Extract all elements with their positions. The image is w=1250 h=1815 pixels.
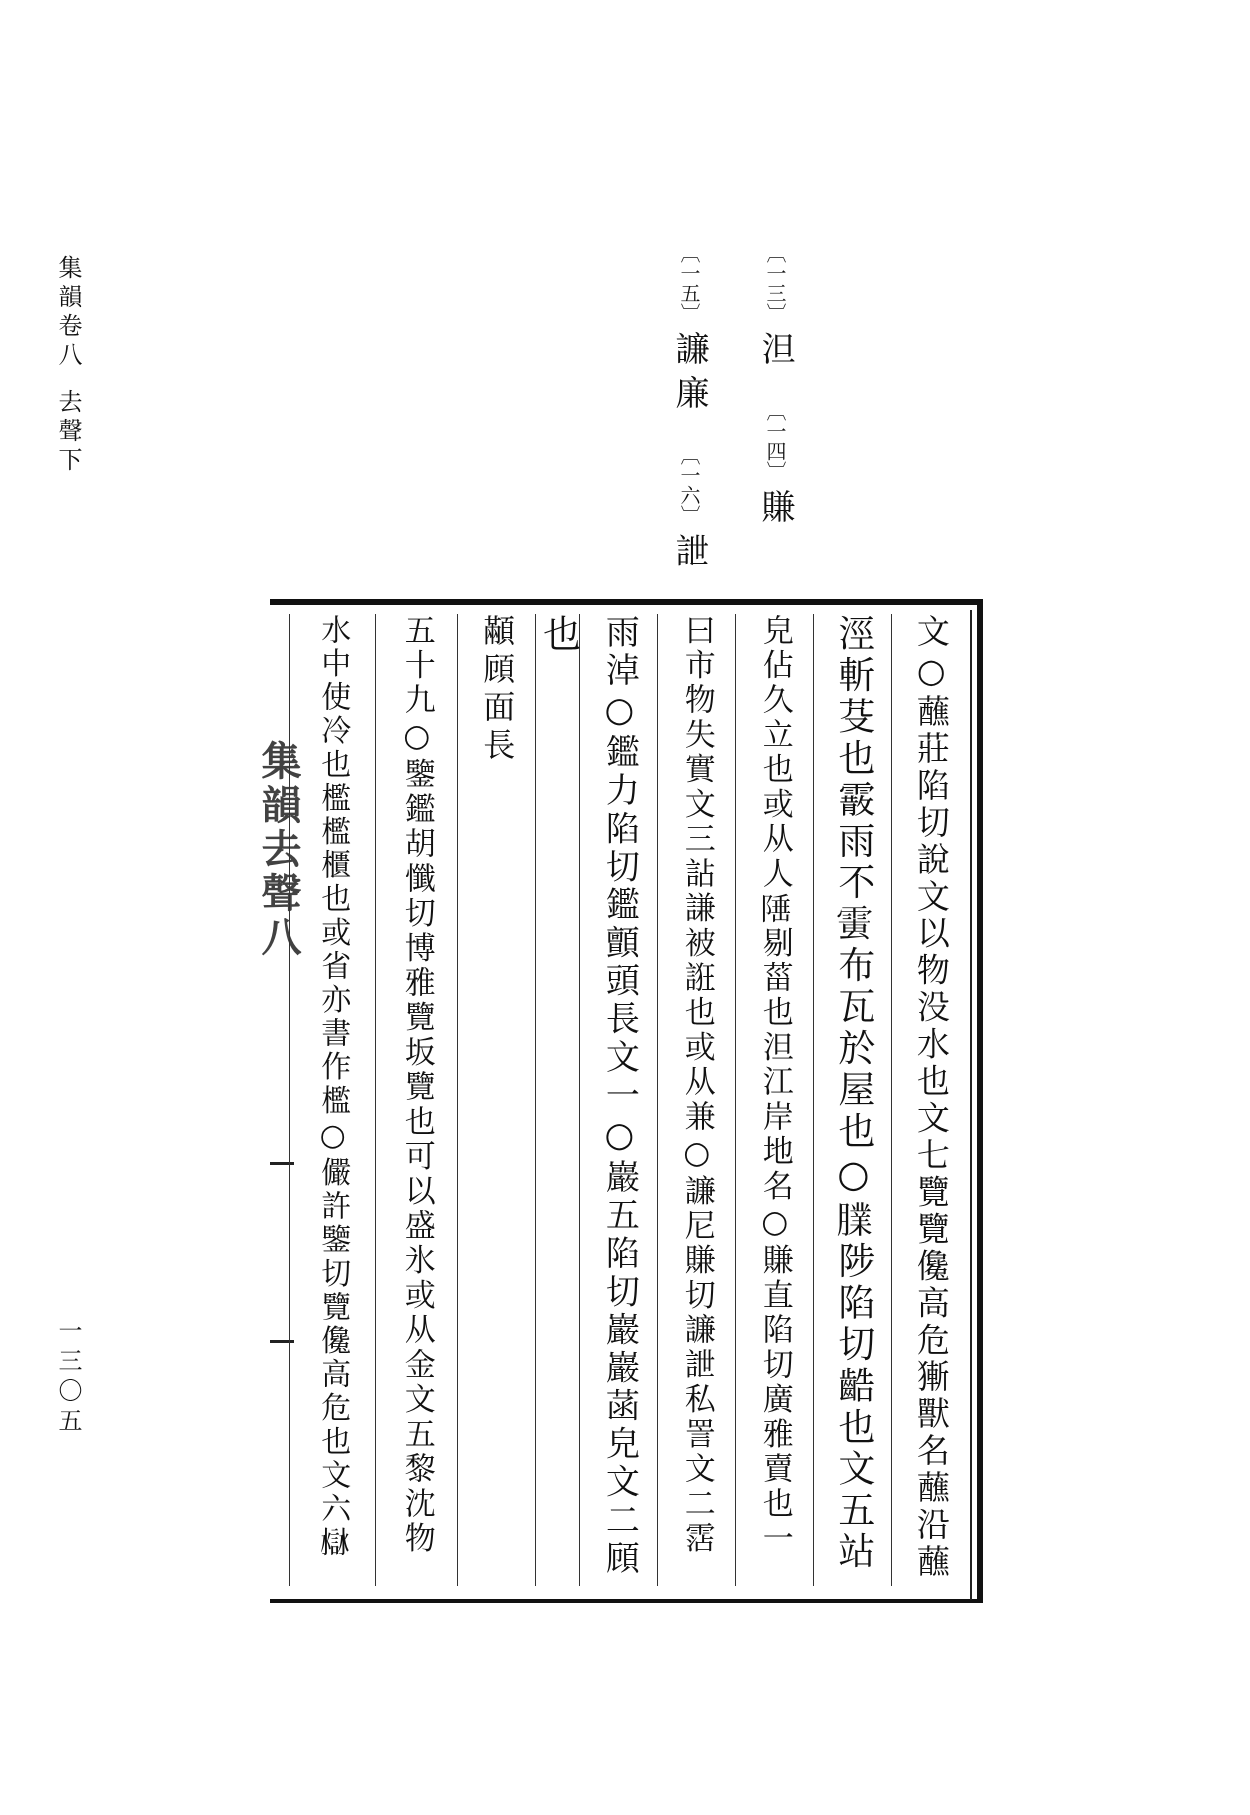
text-column — [891, 614, 969, 1586]
column-text: 顢頋面長 — [478, 614, 517, 766]
column-text: 水中使冷也檻檻櫃也或省亦書作檻○儼許鑒切覽儳高危也文六𧩁 — [315, 614, 351, 1560]
note-text: 譧廉 — [669, 331, 709, 419]
text-column — [579, 614, 657, 1586]
note-mark: 〔一三〕 — [763, 243, 787, 323]
note-13 — [755, 243, 795, 375]
note-text: 詍 — [669, 533, 709, 577]
column-text: 皃佔久立也或从人𨺪剔菑也泹江岸地名○賺直陷切廣雅賣也一 — [756, 614, 793, 1557]
rhyme-heading-column — [375, 614, 457, 1586]
note-text: 賺 — [755, 489, 795, 533]
collation-notes-left — [669, 243, 709, 577]
note-15 — [669, 243, 709, 419]
text-column — [735, 614, 813, 1586]
collation-notes-right — [755, 243, 795, 533]
spine-title: 集韻去聲八 — [255, 740, 302, 960]
text-column — [813, 614, 891, 1586]
running-head — [56, 255, 80, 476]
note-mark: 〔一六〕 — [677, 445, 701, 525]
text-column — [289, 614, 375, 1586]
column-text: 也 — [536, 614, 581, 660]
note-14 — [755, 401, 795, 533]
note-text: 泹 — [755, 331, 795, 375]
tone-section: 去聲下 — [54, 389, 82, 476]
book-title: 集韻卷八 — [54, 255, 82, 371]
note-16 — [669, 445, 709, 577]
note-mark: 〔一四〕 — [763, 401, 787, 481]
text-columns — [289, 614, 969, 1586]
column-text: 五十九○鑒鑑胡懺切博雅覽坂覽也可以盛氷或从金文五黎沈物 — [398, 614, 435, 1557]
text-column — [457, 614, 535, 1586]
column-text: 曰市物失實文三詀謙被誑也或从兼○譧尼賺切譧詍私詈文二霑 — [678, 614, 715, 1557]
column-text: 涇斬芟也霰雨不𩃘布瓦於屋也○𦡧陟陷切䶜也文五站 — [831, 614, 875, 1574]
spine-margin — [250, 740, 302, 1460]
text-column — [657, 614, 735, 1586]
note-mark: 〔一五〕 — [677, 243, 701, 323]
frame-inner-rule — [970, 610, 972, 1600]
text-column — [535, 614, 579, 1586]
column-text: 雨淖○鑑力陷切鑑顫頭長文一○巖五陷切巖巖菡皃文二頋 — [599, 614, 640, 1578]
column-text: 文○蘸莊陷切說文以物没水也文七覽覽儳高危獑獸名蘸沿蘸 — [911, 614, 951, 1581]
page-number: 一三〇五 — [54, 1318, 82, 1438]
